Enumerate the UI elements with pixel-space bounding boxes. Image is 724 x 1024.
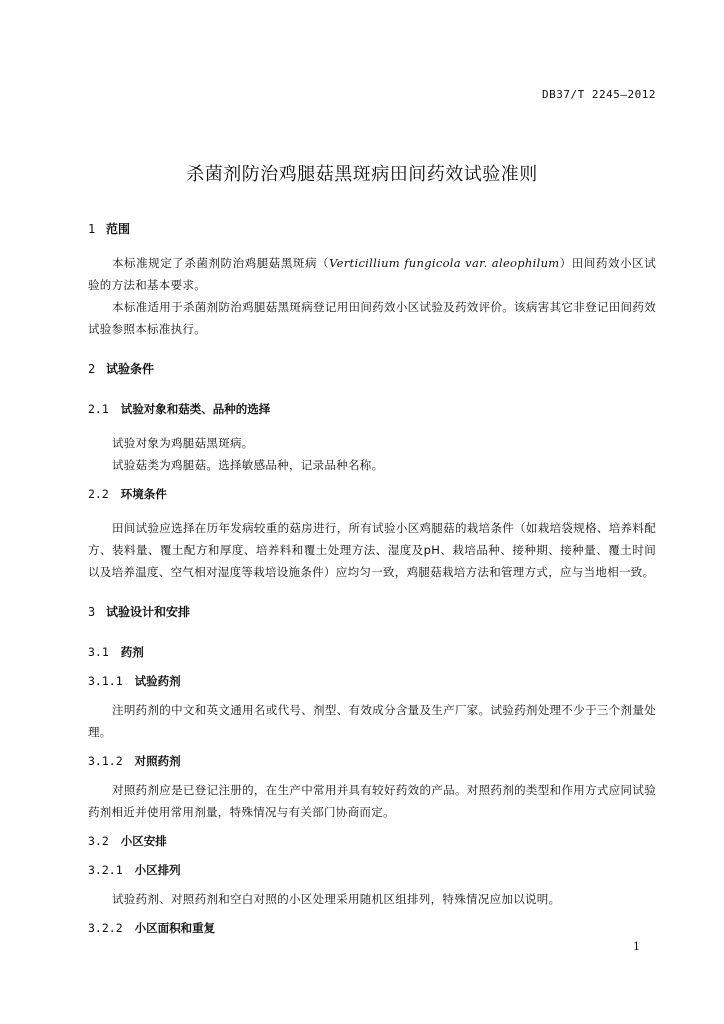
subsection-heading [88, 917, 656, 939]
section-heading [88, 218, 656, 240]
subsection-number: 3.1.2 [88, 754, 123, 768]
subsection-title: 试验药剂 [134, 674, 181, 688]
document-title: 杀菌剂防治鸡腿菇黑斑病田间药效试验准则 [186, 164, 538, 185]
subsection-number: 2.1 [88, 402, 109, 416]
subsection-number: 3.2.2 [88, 921, 123, 935]
paragraph: 本标准规定了杀菌剂防治鸡腿菇黑斑病（Verticillium fungicola var. aleophilum）田间药效小区试验的方法和基本要求。 [88, 256, 656, 292]
section-number: 1 [88, 222, 96, 236]
paragraph: 本标准适用于杀菌剂防治鸡腿菇黑斑病登记用田间药效小区试验及药效评价。该病害其它非登记田间药效试验参照本标准执行。 [88, 300, 656, 336]
section-title: 试验条件 [106, 362, 155, 376]
section-title: 试验设计和安排 [106, 605, 191, 619]
paragraph: 田间试验应选择在历年发病较重的菇房进行，所有试验小区鸡腿菇的栽培条件（如栽培袋规格、培养料配方、装料量、覆土配方和厚度、培养料和覆土处理方法、湿度及pH、栽培品种、接种期、接种量、覆土时间以及培养温度、空气相对湿度等栽培设施条件）应均匀一致，鸡腿菇栽培方法和管理方式，应与当地相一致。 [88, 521, 656, 579]
subsection-heading [88, 641, 656, 663]
document-body [88, 218, 656, 939]
paragraph: 试验对象为鸡腿菇黑斑病。 [112, 436, 254, 450]
section-heading [88, 358, 656, 380]
subsection-heading [88, 859, 656, 881]
standard-code: DB37/T 2245—2012 [542, 88, 656, 101]
subsection-number: 3.1 [88, 645, 109, 659]
subsection-heading [88, 670, 656, 692]
subsection-heading [88, 750, 656, 772]
subsection-title: 小区安排 [120, 834, 167, 848]
latin-name: Verticillium fungicola var. aleophilum [329, 256, 560, 270]
paragraph: 试验菇类为鸡腿菇。选择敏感品种，记录品种名称。 [112, 458, 384, 472]
subsection-heading [88, 483, 656, 505]
subsection-title: 小区排列 [134, 863, 181, 877]
section-number: 3 [88, 605, 96, 619]
subsection-title: 对照药剂 [134, 754, 181, 768]
subsection-title: 环境条件 [120, 487, 167, 501]
subsection-heading [88, 830, 656, 852]
subsection-number: 3.2.1 [88, 863, 123, 877]
subsection-number: 3.2 [88, 834, 109, 848]
subsection-title: 试验对象和菇类、品种的选择 [120, 402, 271, 416]
subsection-title: 小区面积和重复 [134, 921, 216, 935]
page-number: 1 [633, 940, 640, 953]
section-number: 2 [88, 362, 96, 376]
paragraph: 注明药剂的中文和英文通用名或代号、剂型、有效成分含量及生产厂家。试验药剂处理不少于三个剂量处理。 [88, 703, 656, 739]
subsection-heading [88, 398, 656, 420]
subsection-number: 3.1.1 [88, 674, 123, 688]
subsection-title: 药剂 [120, 645, 144, 659]
paragraph: 试验药剂、对照药剂和空白对照的小区处理采用随机区组排列，特殊情况应加以说明。 [112, 892, 561, 906]
paragraph: 对照药剂应是已登记注册的，在生产中常用并具有较好药效的产品。对照药剂的类型和作用方式应同试验药剂相近并使用常用剂量，特殊情况与有关部门协商而定。 [88, 783, 656, 819]
section-heading [88, 601, 656, 623]
subsection-number: 2.2 [88, 487, 109, 501]
section-title: 范围 [106, 222, 131, 236]
